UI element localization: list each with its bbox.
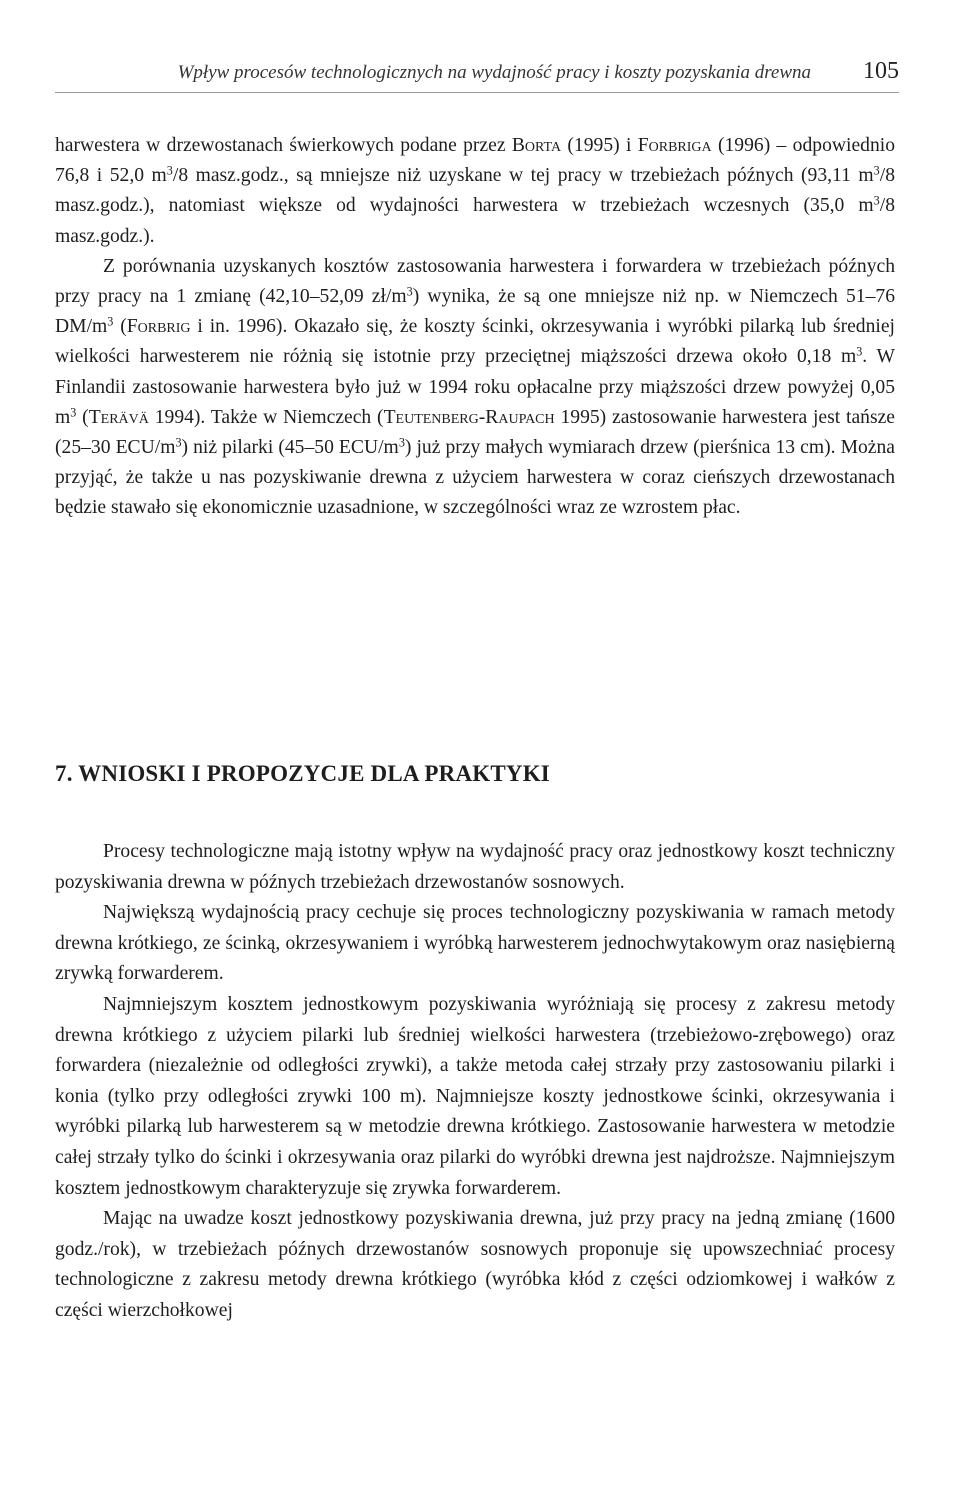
author-citation: Borta [511,135,562,156]
author-citation: Forbrig [126,316,191,338]
author-citation: Terävä [88,406,149,428]
paragraph-continuation: harwestera w drzewostanach świerkowych podane przez Borta (1995) i Forbriga (1996) – odpowiednio 76,8 i 52,0 $m^3/8$ masz.godz., są mniejsze niż uzyskane w tej pracy w trzebieżach późnych (93,11 $m^3/8$ masz.godz.), natomiast większe od wydajności harwestera w trzebieżach wczesnych (35,0 $m^3/8$ masz.godz.). [55,135,895,247]
conclusions-section [55,837,895,1327]
body-text [55,131,895,524]
author-citation: Teutenberg-Raupach [383,406,555,428]
author-citation: Forbriga [637,135,712,156]
running-title: Wpływ procesów technologicznych na wydajność pracy i koszty pozyskania drewna [177,62,811,83]
paragraph-cost-comparison: Z porównania uzyskanych kosztów zastosowania harwestera i forwardera w trzebieżach późnych przy pracy na 1 zmianę (42,10–52,09 $zł/m^3$) wynika, że są one mniejsze niż np. w Niemczech 51–76 $DM/m^3$ (Forbrig i in. 1996). Okazało się, że koszty ścinki, okrzesywania i wyróbki pilarką lub średniej wielkości harwesterem nie różnią się istotnie przy przeciętnej miąższości drzewa około 0,18 $m^3$. W Finlandii zastosowanie harwestera było już w 1994 roku opłacalne przy miąższości drzew powyżej 0,05 $m^3$ (Terävä 1994). Także w Niemczech (Teutenberg-Raupach 1995) zastosowanie harwestera jest tańsze (25–30 ECU/$m^3$) niż pilarki (45–50 ECU/$m^3$) już przy małych wymiarach drzew (pierśnica 13 cm). Można przyjąć, że także u nas pozyskiwanie drewna z użyciem harwestera w coraz cieńszych drzewostanach będzie stawało się ekonomicznie uzasadnione, w szczególności wraz ze wzrostem płac. [55,255,896,519]
page-header [55,58,899,93]
conclusion-paragraph: Procesy technologiczne mają istotny wpływ na wydajność pracy oraz jednostkowy koszt techniczny pozyskiwania drewna w późnych trzebieżach drzewostanów sosnowych. [55,841,895,893]
section-heading: 7. WNIOSKI I PROPOZYCJE DLA PRAKTYKI [55,761,550,786]
conclusion-paragraph: Największą wydajnością pracy cechuje się proces technologiczny pozyskiwania w ramach metody drewna krótkiego, ze ścinką, okrzesywaniem i wyróbką harwesterem jednochwytakowym oraz nasiębierną zrywką forwarderem. [55,902,895,985]
conclusion-paragraph: Najmniejszym kosztem jednostkowym pozyskiwania wyróżniają się procesy z zakresu metody drewna krótkiego z użyciem pilarki lub średniej wielkości harwestera (trzebieżowo-zrębowego) oraz forwardera (niezależnie od odległości zrywki), a także metoda całej strzały przy zastosowaniu pilarki i konia (tylko przy odległości zrywki 100 m). Najmniejsze koszty jednostkowe ścinki, okrzesywania i wyróbki pilarką lub harwesterem są w metodzie drewna krótkiego. Zastosowanie harwestera w metodzie całej strzały tylko do ścinki i okrzesywania oraz pilarki do wyróbki drewna jest najdroższe. Najmniejszym kosztem jednostkowym charakteryzuje się zrywka forwarderem. [55,993,895,1199]
page-number: 105 [863,58,899,84]
conclusion-paragraph: Mając na uwadze koszt jednostkowy pozyskiwania drewna, już przy pracy na jedną zmianę (1600 godz./rok), w trzebieżach późnych drzewostanów sosnowych proponuje się upowszechniać procesy technologiczne z zakresu metody drewna krótkiego (wyróbka kłód z części odziomkowej i wałków z części wierzchołkowej [55,1208,895,1321]
